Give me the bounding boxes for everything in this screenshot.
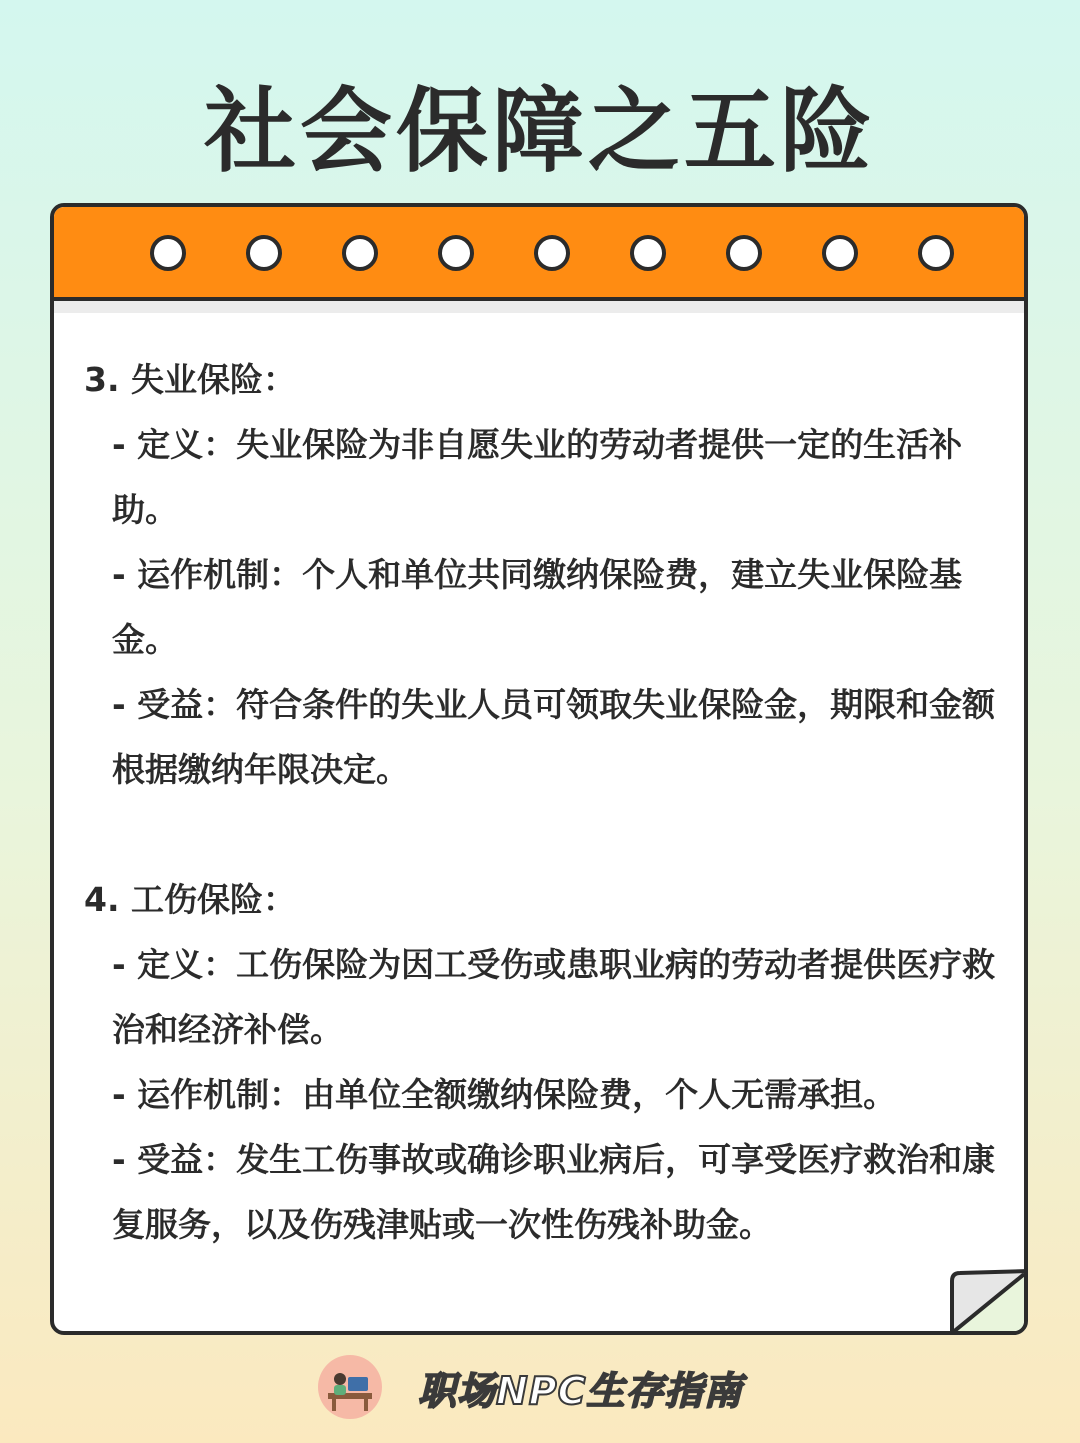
header-shadow	[54, 301, 1024, 313]
page-curl-icon	[946, 1269, 1028, 1335]
binding-ring-icon	[342, 235, 378, 271]
binding-ring-icon	[726, 235, 762, 271]
desk-worker-icon	[318, 1355, 382, 1419]
brand-name: 职场NPC生存指南	[418, 1368, 743, 1413]
section-heading-injury: 4. 工伤保险：	[84, 880, 296, 919]
binding-ring-icon	[534, 235, 570, 271]
binding-ring-icon	[822, 235, 858, 271]
unemployment-definition: - 定义：失业保险为非自愿失业的劳动者提供一定的生活补助。	[112, 425, 963, 529]
binding-ring-icon	[246, 235, 282, 271]
footer-brand	[318, 1354, 743, 1420]
unemployment-benefit: - 受益：符合条件的失业人员可领取失业保险金，期限和金额根据缴纳年限决定。	[112, 685, 996, 789]
injury-mechanism: - 运作机制：由单位全额缴纳保险费，个人无需承担。	[112, 1075, 897, 1114]
binding-ring-icon	[918, 235, 954, 271]
card-content	[84, 347, 1004, 1257]
binding-ring-icon	[438, 235, 474, 271]
unemployment-mechanism: - 运作机制：个人和单位共同缴纳保险费，建立失业保险基金。	[112, 555, 963, 659]
section-heading-unemployment: 3. 失业保险：	[84, 360, 296, 399]
injury-benefit: - 受益：发生工伤事故或确诊职业病后，可享受医疗救治和康复服务，以及伤残津贴或一次性伤残补助金。	[112, 1140, 996, 1244]
injury-definition: - 定义：工伤保险为因工受伤或患职业病的劳动者提供医疗救治和经济补偿。	[112, 945, 996, 1049]
page-title: 社会保障之五险	[203, 78, 876, 185]
binding-ring-icon	[150, 235, 186, 271]
notepad-card	[50, 203, 1028, 1335]
binding-ring-icon	[630, 235, 666, 271]
notepad-binding-strip	[54, 207, 1024, 301]
